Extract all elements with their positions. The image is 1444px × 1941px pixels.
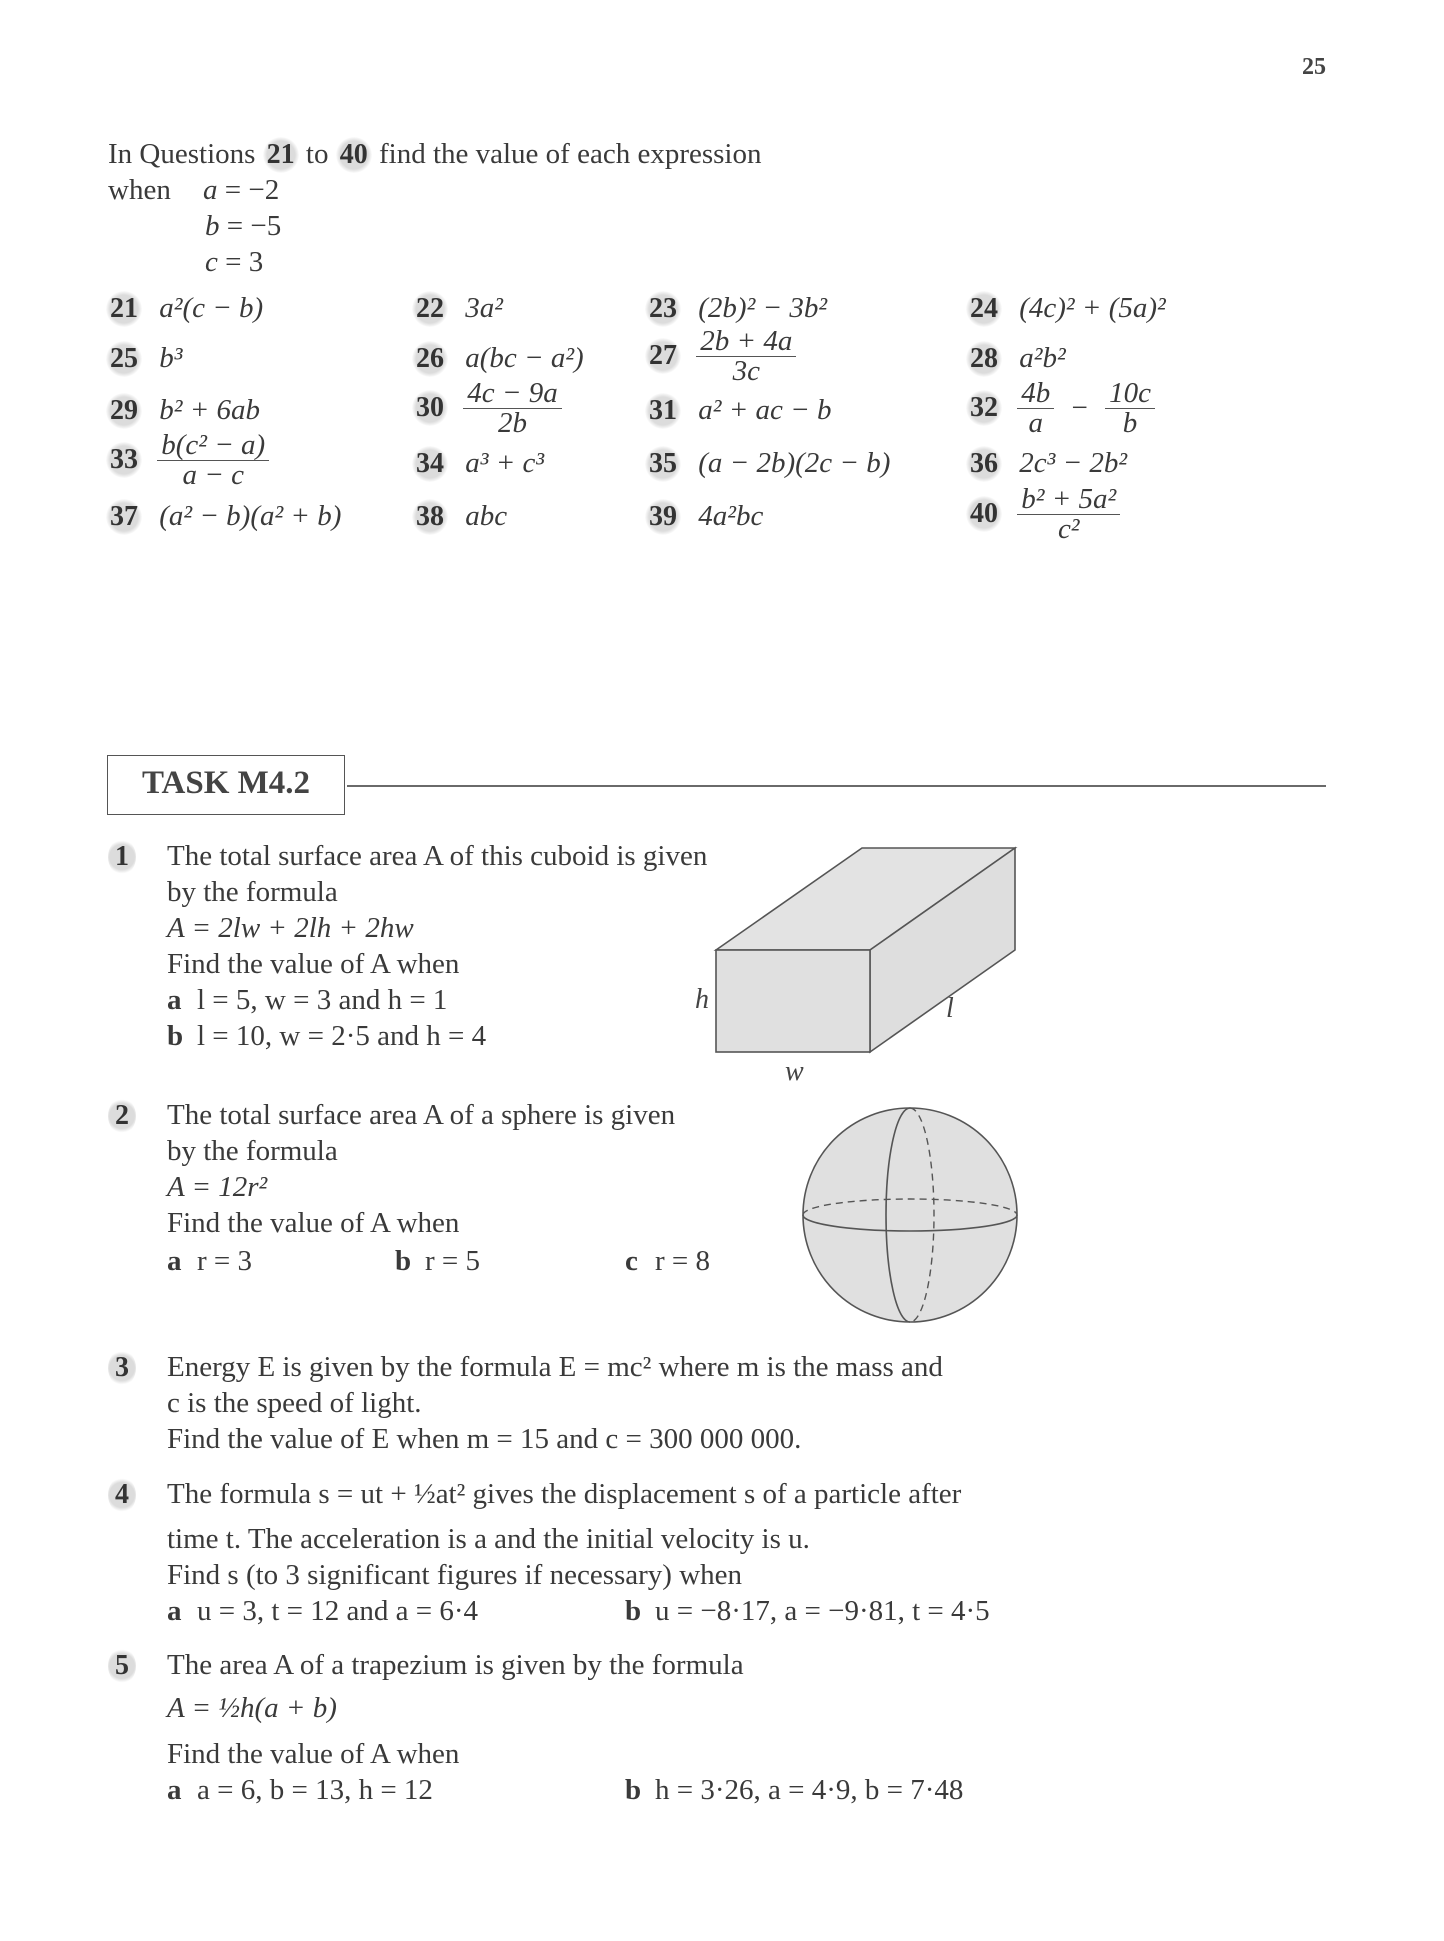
part-label: c bbox=[625, 1245, 638, 1277]
item-number: 3 bbox=[108, 1350, 136, 1386]
value-c bbox=[205, 244, 263, 280]
part-text: r = 8 bbox=[655, 1245, 711, 1277]
operator: − bbox=[1071, 391, 1088, 424]
var-name: b bbox=[205, 210, 220, 242]
item-3-line-1: Energy E is given by the formula E = mc² where m is the mass and bbox=[167, 1351, 943, 1383]
question-number: 27 bbox=[645, 338, 681, 374]
item-5-part-b bbox=[625, 1772, 963, 1808]
item-1-part-a bbox=[167, 982, 447, 1018]
var-value: = −5 bbox=[226, 210, 282, 242]
denominator: b bbox=[1122, 407, 1138, 439]
question-number: 33 bbox=[106, 442, 142, 478]
intro-text-before: In Questions bbox=[108, 138, 256, 170]
fraction bbox=[1017, 484, 1120, 543]
question-23 bbox=[645, 290, 827, 327]
task-item-3 bbox=[108, 1349, 136, 1386]
item-3-line-3: Find the value of E when m = 15 and c = 300 000 000. bbox=[167, 1423, 802, 1455]
question-number: 37 bbox=[106, 499, 142, 535]
expression: 4a²bc bbox=[698, 500, 764, 532]
intro-line bbox=[108, 136, 761, 173]
denominator: a − c bbox=[182, 459, 244, 491]
cuboid-figure bbox=[690, 830, 1050, 1090]
part-text: l = 10, w = 2·5 and h = 4 bbox=[197, 1020, 487, 1052]
expression: b² + 6ab bbox=[159, 394, 261, 426]
numerator: 10c bbox=[1105, 378, 1155, 409]
fraction bbox=[696, 326, 796, 385]
part-label: b bbox=[167, 1020, 184, 1052]
denominator: 3c bbox=[732, 355, 760, 387]
question-number: 21 bbox=[106, 291, 142, 327]
item-5-line-1: The area A of a trapezium is given by the formula bbox=[167, 1649, 744, 1681]
item-4-part-b bbox=[625, 1593, 990, 1629]
value-a bbox=[203, 172, 279, 208]
label-h: h bbox=[695, 984, 709, 1015]
part-label: b bbox=[395, 1245, 412, 1277]
numerator: 4b bbox=[1017, 378, 1054, 409]
item-number: 4 bbox=[108, 1477, 136, 1513]
task-title-box bbox=[107, 755, 345, 815]
question-33 bbox=[106, 430, 269, 489]
question-24 bbox=[966, 290, 1166, 327]
label-l: l bbox=[946, 993, 954, 1024]
part-text: h = 3·26, a = 4·9, b = 7·48 bbox=[655, 1774, 964, 1806]
question-27 bbox=[645, 326, 796, 385]
question-29 bbox=[106, 392, 260, 429]
question-number: 26 bbox=[412, 341, 448, 377]
part-label: a bbox=[167, 1245, 182, 1277]
part-text: a = 6, b = 13, h = 12 bbox=[197, 1774, 433, 1806]
sphere-figure bbox=[795, 1100, 1025, 1330]
question-number: 39 bbox=[645, 499, 681, 535]
question-number: 24 bbox=[966, 291, 1002, 327]
question-number: 29 bbox=[106, 393, 142, 429]
var-name: a bbox=[203, 174, 218, 206]
var-value: = −2 bbox=[224, 174, 280, 206]
numerator: b² + 5a² bbox=[1017, 484, 1120, 515]
task-item-2 bbox=[108, 1097, 136, 1134]
item-1-line-2: by the formula bbox=[167, 876, 338, 908]
question-number: 23 bbox=[645, 291, 681, 327]
item-1-line-1: The total surface area A of this cuboid is given bbox=[167, 840, 708, 872]
item-1-line-4: Find the value of A when bbox=[167, 948, 460, 980]
question-37 bbox=[106, 498, 341, 535]
question-number: 31 bbox=[645, 393, 681, 429]
question-ref-40: 40 bbox=[336, 137, 372, 173]
item-2-formula: A = 12r² bbox=[167, 1171, 268, 1203]
question-28 bbox=[966, 340, 1066, 377]
item-5-line-3: Find the value of A when bbox=[167, 1738, 460, 1770]
question-34 bbox=[412, 445, 544, 482]
question-number: 35 bbox=[645, 446, 681, 482]
item-2-line-2: by the formula bbox=[167, 1135, 338, 1167]
expression: (2b)² − 3b² bbox=[698, 292, 828, 324]
task-divider bbox=[347, 785, 1326, 787]
fraction bbox=[463, 378, 561, 437]
question-number: 36 bbox=[966, 446, 1002, 482]
item-2-line-1: The total surface area A of a sphere is given bbox=[167, 1099, 676, 1131]
item-2-part-c bbox=[625, 1243, 710, 1279]
item-2-part-a bbox=[167, 1243, 252, 1279]
question-number: 38 bbox=[412, 499, 448, 535]
denominator: c² bbox=[1057, 513, 1080, 545]
numerator: b(c² − a) bbox=[157, 430, 269, 461]
expression: a²(c − b) bbox=[159, 292, 264, 324]
item-2-part-b bbox=[395, 1243, 480, 1279]
item-number: 1 bbox=[108, 839, 136, 875]
item-1-formula: A = 2lw + 2lh + 2hw bbox=[167, 912, 414, 944]
item-3-line-2: c is the speed of light. bbox=[167, 1387, 422, 1419]
part-label: a bbox=[167, 1595, 182, 1627]
question-35 bbox=[645, 445, 890, 482]
item-4-part-a bbox=[167, 1593, 478, 1629]
cuboid-front-face bbox=[716, 950, 870, 1052]
part-text: r = 5 bbox=[425, 1245, 481, 1277]
item-4-line-1: The formula s = ut + ½at² gives the displacement s of a particle after bbox=[167, 1478, 962, 1510]
task-title: TASK M4.2 bbox=[141, 765, 311, 801]
page-number: 25 bbox=[1302, 54, 1326, 80]
expression: b³ bbox=[159, 342, 183, 374]
part-label: b bbox=[625, 1774, 642, 1806]
item-1-part-b bbox=[167, 1018, 486, 1054]
sphere-outline bbox=[803, 1108, 1017, 1322]
question-number: 30 bbox=[412, 390, 448, 426]
question-number: 32 bbox=[966, 390, 1002, 426]
question-26 bbox=[412, 340, 584, 377]
question-21 bbox=[106, 290, 263, 327]
question-40 bbox=[966, 484, 1120, 543]
part-text: r = 3 bbox=[197, 1245, 253, 1277]
question-30 bbox=[412, 378, 562, 437]
question-number: 28 bbox=[966, 341, 1002, 377]
item-4-line-3: Find s (to 3 significant figures if necessary) when bbox=[167, 1559, 743, 1591]
item-5-part-a bbox=[167, 1772, 433, 1808]
fraction-1 bbox=[1017, 378, 1054, 437]
part-label: b bbox=[625, 1595, 642, 1627]
part-text: u = −8·17, a = −9·81, t = 4·5 bbox=[655, 1595, 990, 1627]
when-label: when bbox=[108, 174, 171, 206]
value-b bbox=[205, 208, 281, 244]
denominator: a bbox=[1028, 407, 1043, 439]
fraction-2 bbox=[1105, 378, 1155, 437]
var-value: = 3 bbox=[225, 246, 264, 278]
expression: a²b² bbox=[1019, 342, 1066, 374]
part-text: u = 3, t = 12 and a = 6·4 bbox=[197, 1595, 479, 1627]
task-item-1 bbox=[108, 838, 136, 875]
question-38 bbox=[412, 498, 507, 535]
fraction bbox=[157, 430, 269, 489]
question-22 bbox=[412, 290, 503, 327]
question-25 bbox=[106, 340, 182, 377]
item-number: 2 bbox=[108, 1098, 136, 1134]
expression: (a − 2b)(2c − b) bbox=[698, 447, 891, 479]
item-2-line-4: Find the value of A when bbox=[167, 1207, 460, 1239]
item-4-line-2: time t. The acceleration is a and the initial velocity is u. bbox=[167, 1523, 810, 1555]
item-5-formula: A = ½h(a + b) bbox=[167, 1692, 337, 1724]
denominator: 2b bbox=[497, 407, 527, 439]
intro-text-after: find the value of each expression bbox=[378, 138, 762, 170]
question-number: 34 bbox=[412, 446, 448, 482]
task-item-4 bbox=[108, 1476, 136, 1513]
task-item-5 bbox=[108, 1647, 136, 1684]
question-number: 25 bbox=[106, 341, 142, 377]
question-ref-21: 21 bbox=[263, 137, 299, 173]
var-name: c bbox=[205, 246, 218, 278]
item-number: 5 bbox=[108, 1648, 136, 1684]
numerator: 4c − 9a bbox=[463, 378, 561, 409]
question-39 bbox=[645, 498, 763, 535]
part-label: a bbox=[167, 1774, 182, 1806]
expression: (4c)² + (5a)² bbox=[1019, 292, 1166, 324]
question-number: 40 bbox=[966, 496, 1002, 532]
expression: 3a² bbox=[465, 292, 503, 324]
part-text: l = 5, w = 3 and h = 1 bbox=[197, 984, 448, 1016]
expression: a² + ac − b bbox=[698, 394, 832, 426]
expression: a³ + c³ bbox=[465, 447, 545, 479]
label-w: w bbox=[785, 1056, 804, 1087]
expression: abc bbox=[465, 500, 508, 532]
question-31 bbox=[645, 392, 831, 429]
question-36 bbox=[966, 445, 1127, 482]
expression: 2c³ − 2b² bbox=[1019, 447, 1128, 479]
question-number: 22 bbox=[412, 291, 448, 327]
part-label: a bbox=[167, 984, 182, 1016]
intro-text-mid: to bbox=[305, 138, 329, 170]
question-32 bbox=[966, 378, 1155, 437]
expression: (a² − b)(a² + b) bbox=[159, 500, 342, 532]
expression: a(bc − a²) bbox=[465, 342, 584, 374]
numerator: 2b + 4a bbox=[696, 326, 796, 357]
